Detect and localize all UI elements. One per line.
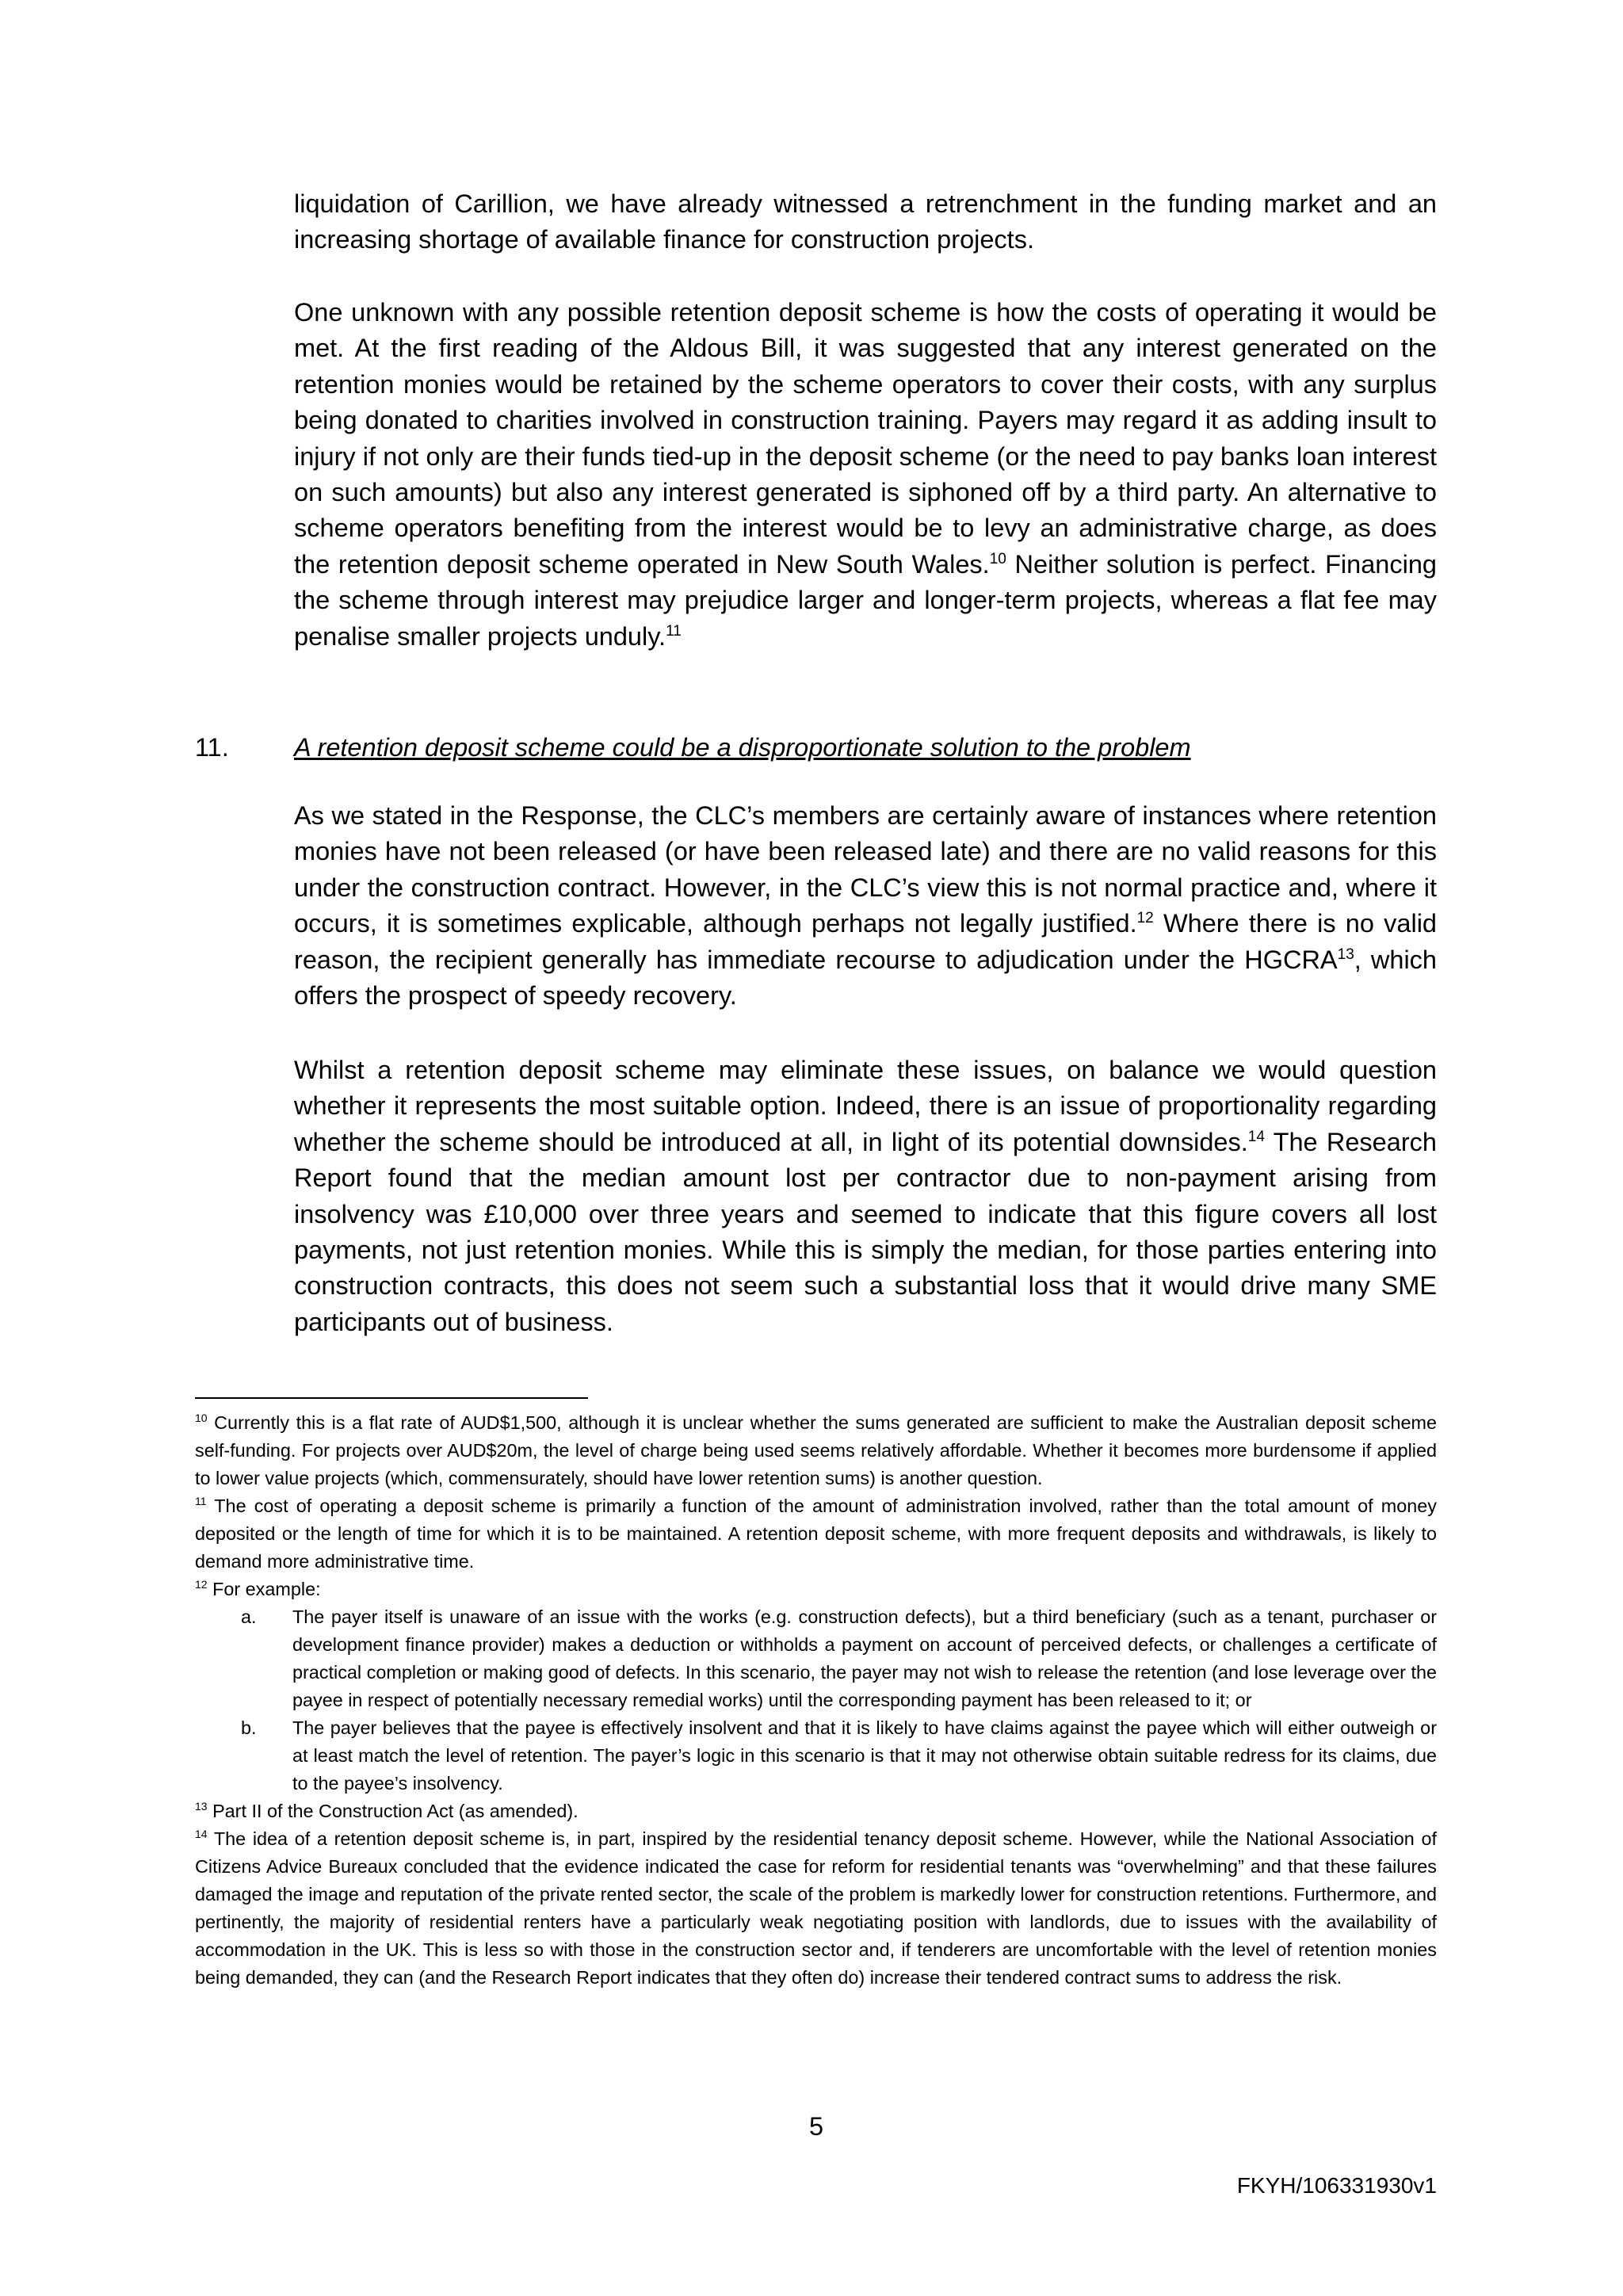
list-item (195, 1603, 1437, 1714)
footnote-12-list (195, 1603, 1437, 1797)
paragraph-text: One unknown with any possible retention deposit scheme is how the costs of operating it would be met. At the first reading of the Aldous Bill, it was suggested that any interest generated on the retention monies would be retained by the scheme operators to cover their costs, with any surplus being donated to charities involved in construction training. Payers may regard it as adding insult to injury if not only are their funds tied-up in the deposit scheme (or the need to pay banks loan interest on such amounts) but also any interest generated is siphoned off by a third party. An alternative to scheme operators benefiting from the interest would be to levy an administrative charge, as does the retention deposit scheme operated in New South Wales. (294, 298, 1437, 579)
paragraph-text: Where there is no valid reason, the recipient generally has immediate recourse to adjudication under the HGCRA (294, 909, 1437, 974)
footnote-14 (195, 1825, 1437, 1992)
footnote-marker: 12 (195, 1578, 208, 1591)
list-item-text: The payer believes that the payee is effectively insolvent and that it is likely to have claims against the payee which will either outweigh or at least match the level of retention. The payer’s logic in this scenario is that it may not otherwise obtain suitable redress for its claims, due to the payee’s insolvency. (292, 1717, 1437, 1794)
paragraph-text: The Research Report found that the median amount lost per contractor due to non-payment arising from insolvency was £10,000 over three years and seemed to indicate that this figure covers all lost payments, not just retention monies. While this is simply the median, for those parties entering into construction contracts, this does not seem such a substantial loss that it would drive many SME participants out of business. (294, 1127, 1437, 1336)
footnote-12 (195, 1576, 1437, 1603)
paragraph-text: As we stated in the Response, the CLC’s members are certainly aware of instances where retention monies have not been released (or have been released late) and there are no valid reasons for this under the construction contract. However, in the CLC’s view this is not normal practice and, where it occurs, it is sometimes explicable, although perhaps not legally justified. (294, 801, 1437, 938)
page-number: 5 (808, 2112, 824, 2141)
list-item-label: b. (241, 1717, 257, 1738)
footnote-separator (195, 1397, 588, 1399)
footnote-11 (195, 1492, 1437, 1576)
paragraph-continued: liquidation of Carillion, we have already witnessed a retrenchment in the funding market and an increasing shortage of available finance for construction projects. (294, 189, 1437, 254)
paragraph-scheme-costs (294, 295, 1437, 655)
footnote-marker: 10 (195, 1412, 208, 1425)
footnote-text: Currently this is a flat rate of AUD$1,500, although it is unclear whether the sums generated are sufficient to make the Australian deposit scheme self-funding. For projects over AUD$20m, the level of charge being used seems relatively affordable. Whether it becomes more burdensome if applied to lower value projects (which, commensurately, should have lower retention sums) is another question. (195, 1412, 1437, 1488)
list-item-text: The payer itself is unaware of an issue with the works (e.g. construction defects), but a third beneficiary (such as a tenant, purchaser or development finance provider) makes a deduction or withholds a payment on account of perceived defects, or challenges a certificate of practical completion or making good of defects. In this scenario, the payer may not wish to release the retention (and lose leverage over the payee in respect of potentially necessary remedial works) until the corresponding payment has been released to it; or (292, 1606, 1437, 1710)
list-item-label: a. (241, 1606, 257, 1627)
footnote-text: The cost of operating a deposit scheme is primarily a function of the amount of administration involved, rather than the total amount of money deposited or the length of time for which it is to be maintained. A retention deposit scheme, with more frequent deposits and withdrawals, is likely to demand more administrative time. (195, 1496, 1437, 1572)
footnote-text: Part II of the Construction Act (as amended). (207, 1801, 579, 1821)
list-item (195, 1714, 1437, 1797)
footnote-13 (195, 1797, 1437, 1825)
footnote-ref-14: 14 (1247, 1128, 1265, 1145)
footnote-marker: 11 (195, 1495, 207, 1508)
section-number: 11. (195, 733, 229, 762)
footnote-text: For example: (207, 1579, 321, 1599)
footnote-marker: 13 (195, 1800, 208, 1813)
paragraph-members (294, 798, 1437, 1014)
footnote-10 (195, 1409, 1437, 1492)
footnote-ref-12: 12 (1136, 910, 1154, 927)
paragraph-text: Whilst a retention deposit scheme may eliminate these issues, on balance we would question whether it represents the most suitable option. Indeed, there is an issue of proportionality regarding whether the scheme should be introduced at all, in light of its potential downsides. (294, 1056, 1437, 1156)
paragraph-text: Neither solution is perfect. Financing the scheme through interest may prejudice larger and longer-term projects, whereas a flat fee may penalise smaller projects unduly. (294, 549, 1437, 651)
footnote-ref-13: 13 (1337, 946, 1354, 963)
footnote-marker: 14 (195, 1828, 208, 1841)
section-title: A retention deposit scheme could be a disproportionate solution to the problem (294, 733, 1191, 762)
footnote-ref-11: 11 (666, 622, 682, 640)
footnotes (195, 1409, 1437, 1992)
footnote-text: The idea of a retention deposit scheme is, in part, inspired by the residential tenancy deposit scheme. However, while the National Association of Citizens Advice Bureaux concluded that the evidence indicated the case for reform for residential tenants was “overwhelming” and that these failures damaged the image and reputation of the private rented sector, the scale of the problem is markedly lower for construction retentions. Furthermore, and pertinently, the majority of residential renters have a particularly weak negotiating position with landlords, due to issues with the availability of accommodation in the UK. This is less so with those in the construction sector and, if tenderers are uncomfortable with the level of retention monies being demanded, they can (and the Research Report indicates that they often do) increase their tendered contract sums to address the risk. (195, 1828, 1437, 1988)
paragraph-text: , which offers the prospect of speedy recovery. (294, 945, 1438, 1010)
document-reference: FKYH/106331930v1 (1236, 2173, 1437, 2198)
paragraph-whilst (294, 1052, 1437, 1340)
footnote-ref-10: 10 (989, 551, 1006, 568)
